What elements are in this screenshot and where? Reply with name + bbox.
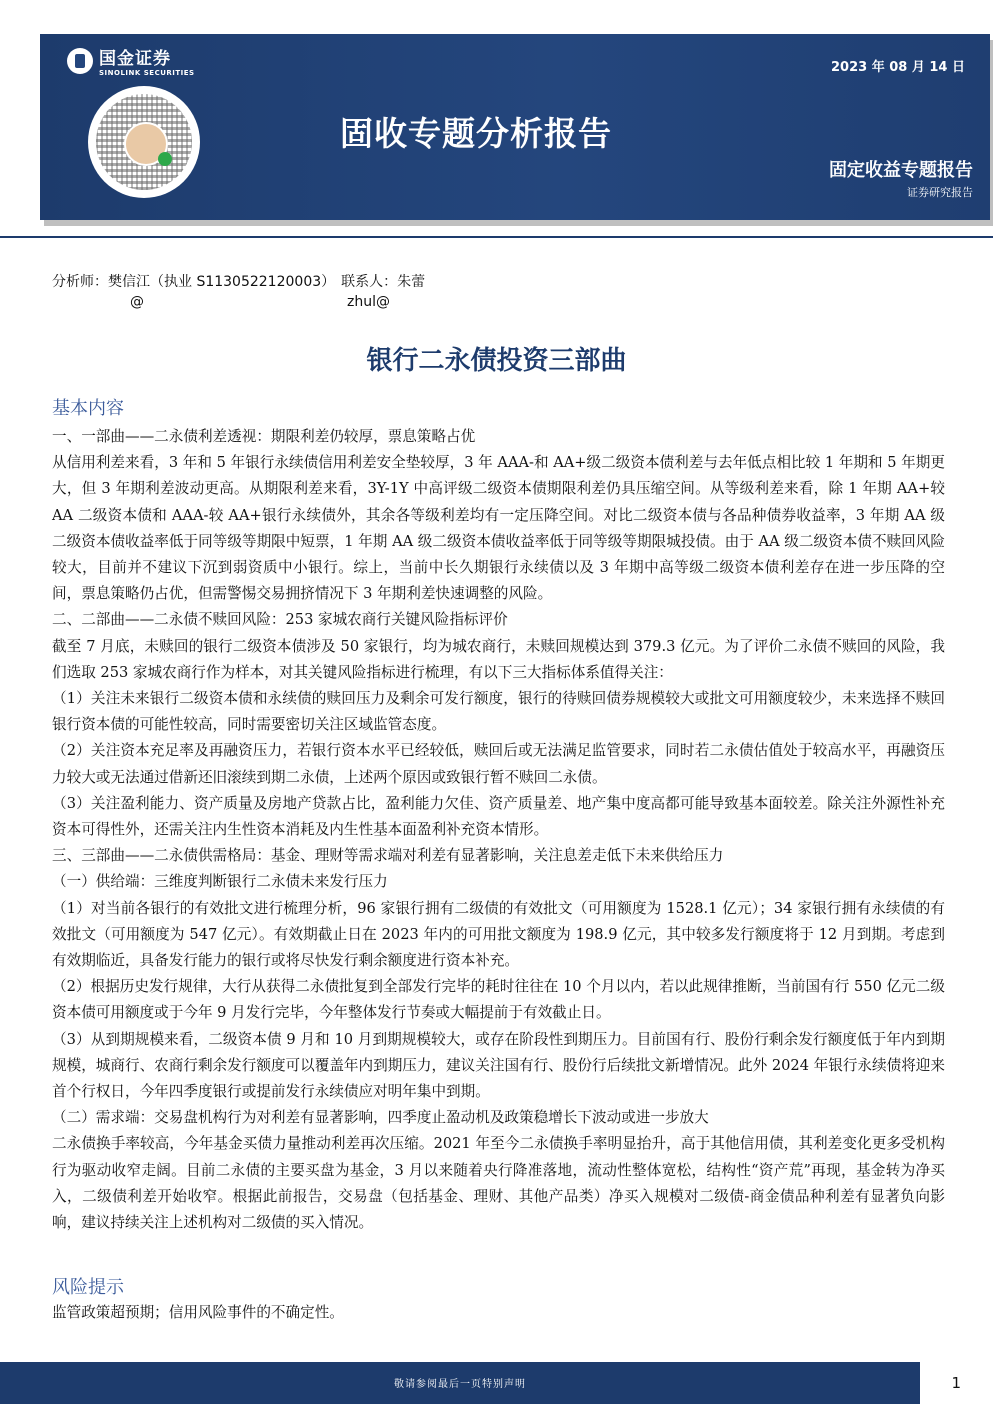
report-header-banner <box>40 34 990 220</box>
report-body <box>52 424 945 1236</box>
paragraph: （二）需求端：交易盘机构行为对利差有显著影响，四季度止盈动机及政策稳增长下波动或进一步放大 <box>52 1109 709 1127</box>
section-heading-basic: 基本内容 <box>52 398 124 419</box>
paragraph: （一）供给端：三维度判断银行二永债未来发行压力 <box>52 873 388 891</box>
footer-notice: 敬请参阅最后一页特别声明 <box>394 1379 526 1390</box>
paragraph: 一、一部曲——二永债利差透视：期限利差仍较厚，票息策略占优 <box>52 428 476 445</box>
paragraph: 二、二部曲——二永债不赎回风险：253 家城农商行关键风险指标评价 <box>52 611 508 629</box>
risk-text: 监管政策超预期；信用风险事件的不确定性。 <box>52 1304 344 1321</box>
paragraph: 截至 7 月底，未赎回的银行二级资本债涉及 50 家银行，均为城农商行，未赎回规模达到 379.3 亿元。为了评价二永债不赎回的风险，我们选取 253 家城农商行作为样本，对其关键风险指标进行梳理，有以下三大指标体系值得关注： <box>52 637 945 681</box>
analyst-info <box>52 272 426 310</box>
contact-email: zhul@ <box>347 294 390 310</box>
paragraph: 三、三部曲——二永债供需格局：基金、理财等需求端对利差有显著影响，关注息差走低下未来供给压力 <box>52 847 724 865</box>
paragraph: （2）根据历史发行规律，大行从获得二永债批复到全部发行完毕的耗时往往在 10 个月以内，若以此规律推断，当前国有行 550 亿元二级资本债可用额度或于今年 9 月发行完毕，今年整体发行节奏或大幅提前于有效截止日。 <box>52 978 945 1022</box>
paragraph: （3）从到期规模来看，二级资本债 9 月和 10 月到期规模较大，或存在阶段性到期压力。目前国有行、股份行剩余发行额度低于年内到期规模，城商行、农商行剩余发行额度可以覆盖年内到期压力，建议关注国有行、股份行后续批文新增情况。此外 2024 年银行永续债将迎来首个行权日，今年四季度银行或提前发行永续债应对明年集中到期。 <box>52 1030 945 1101</box>
company-logo <box>67 44 195 77</box>
report-date: 2023 年 08 月 14 日 <box>831 60 965 75</box>
logo-cn-text: 国金证券 <box>99 49 171 69</box>
paragraph: （1）对当前各银行的有效批文进行梳理分析，96 家银行拥有二级债的有效批文（可用额度为 1528.1 亿元）；34 家银行拥有永续债的有效批文（可用额度为 547 亿元）。有效期截止日在 2023 年内的可用批文额度为 198.9 亿元，其中较多发行额度将于 12 月到期。考虑到有效期临近，具备发行能力的银行或将尽快发行剩余额度进行资本补充。 <box>52 899 945 970</box>
paragraph: （1）关注未来银行二级资本债和永续债的赎回压力及剩余可发行额度，银行的待赎回债券规模较大或批文可用额度较少，未来选择不赎回银行资本债的可能性较高，同时需要密切关注区域监管态度。 <box>52 690 945 734</box>
report-title: 银行二永债投资三部曲 <box>366 346 627 376</box>
logo-en-text: SINOLINK SECURITIES <box>99 69 195 77</box>
paragraph: 从信用利差来看，3 年和 5 年银行永续债信用利差安全垫较厚，3 年 AAA-和 AA+级二级资本债利差与去年低点相比较 1 年期和 5 年期更大，但 3 年期利差波动更高。从期限利差来看，3Y-1Y 中高评级二级资本债期限利差仍具压缩空间。从等级利差来看，除 1 年期 AA+较 AA 二级资本债和 AAA-较 AA+银行永续债外，其余各等级利差均有一定压降空间。对比二级资本债与各品种债券收益率，3 年期 AA 级二级资本债收益率低于同等级等期限中短票，1 年期 AA 级二级资本债收益率低于同等级等期限城投债。由于 AA 级二级资本债不赎回风险较大，目前并不建议下沉到弱资质中小银行。综上，当前中长久期银行永续债以及 3 年期中高等级二级资本债利差存在进一步压降的空间，票息策略仍占优，但需警惕交易拥挤情况下 3 年期利差快速调整的风险。 <box>52 454 945 603</box>
header-title: 固收专题分析报告 <box>340 114 612 153</box>
paragraph: （3）关注盈利能力、资产质量及房地产贷款占比，盈利能力欠佳、资产质量差、地产集中度高都可能导致基本面较差。除关注外源性补充资本可得性外，还需关注内生性资本消耗及内生性基本面盈利补充资本情形。 <box>52 794 945 839</box>
qr-code-icon <box>88 86 200 198</box>
header-divider <box>0 236 993 238</box>
footer-bar <box>0 1362 920 1404</box>
logo-icon <box>67 48 93 74</box>
report-type-tag: 证券研究报告 <box>907 186 973 199</box>
analyst-email: @ <box>130 294 144 310</box>
section-heading-risk: 风险提示 <box>52 1277 124 1298</box>
paragraph: （2）关注资本充足率及再融资压力，若银行资本水平已经较低，赎回后或无法满足监管要求，同时若二永债估值处于较高水平，再融资压力较大或无法通过借新还旧滚续到期二永债，上述两个原因或致银行暂不赎回二永债。 <box>52 742 945 786</box>
report-category: 固定收益专题报告 <box>829 160 973 181</box>
contact-label: 联系人：朱蕾 <box>341 274 426 290</box>
analyst-label: 分析师：樊信江（执业 S1130522120003） <box>52 274 336 290</box>
page-number: 1 <box>951 1374 961 1392</box>
paragraph: 二永债换手率较高，今年基金买债力量推动利差再次压缩。2021 年至今二永债换手率明显抬升，高于其他信用债，其利差变化更多受机构行为驱动收窄走阔。目前二永债的主要买盘为基金，3 月以来随着央行降准落地，流动性整体宽松，结构性“资产荒”再现，基金转为净买入，二级债利差开始收窄。根据此前报告，交易盘（包括基金、理财、其他产品类）净买入规模对二级债-商金债品种利差有显著负向影响，建议持续关注上述机构对二级债的买入情况。 <box>52 1135 945 1232</box>
